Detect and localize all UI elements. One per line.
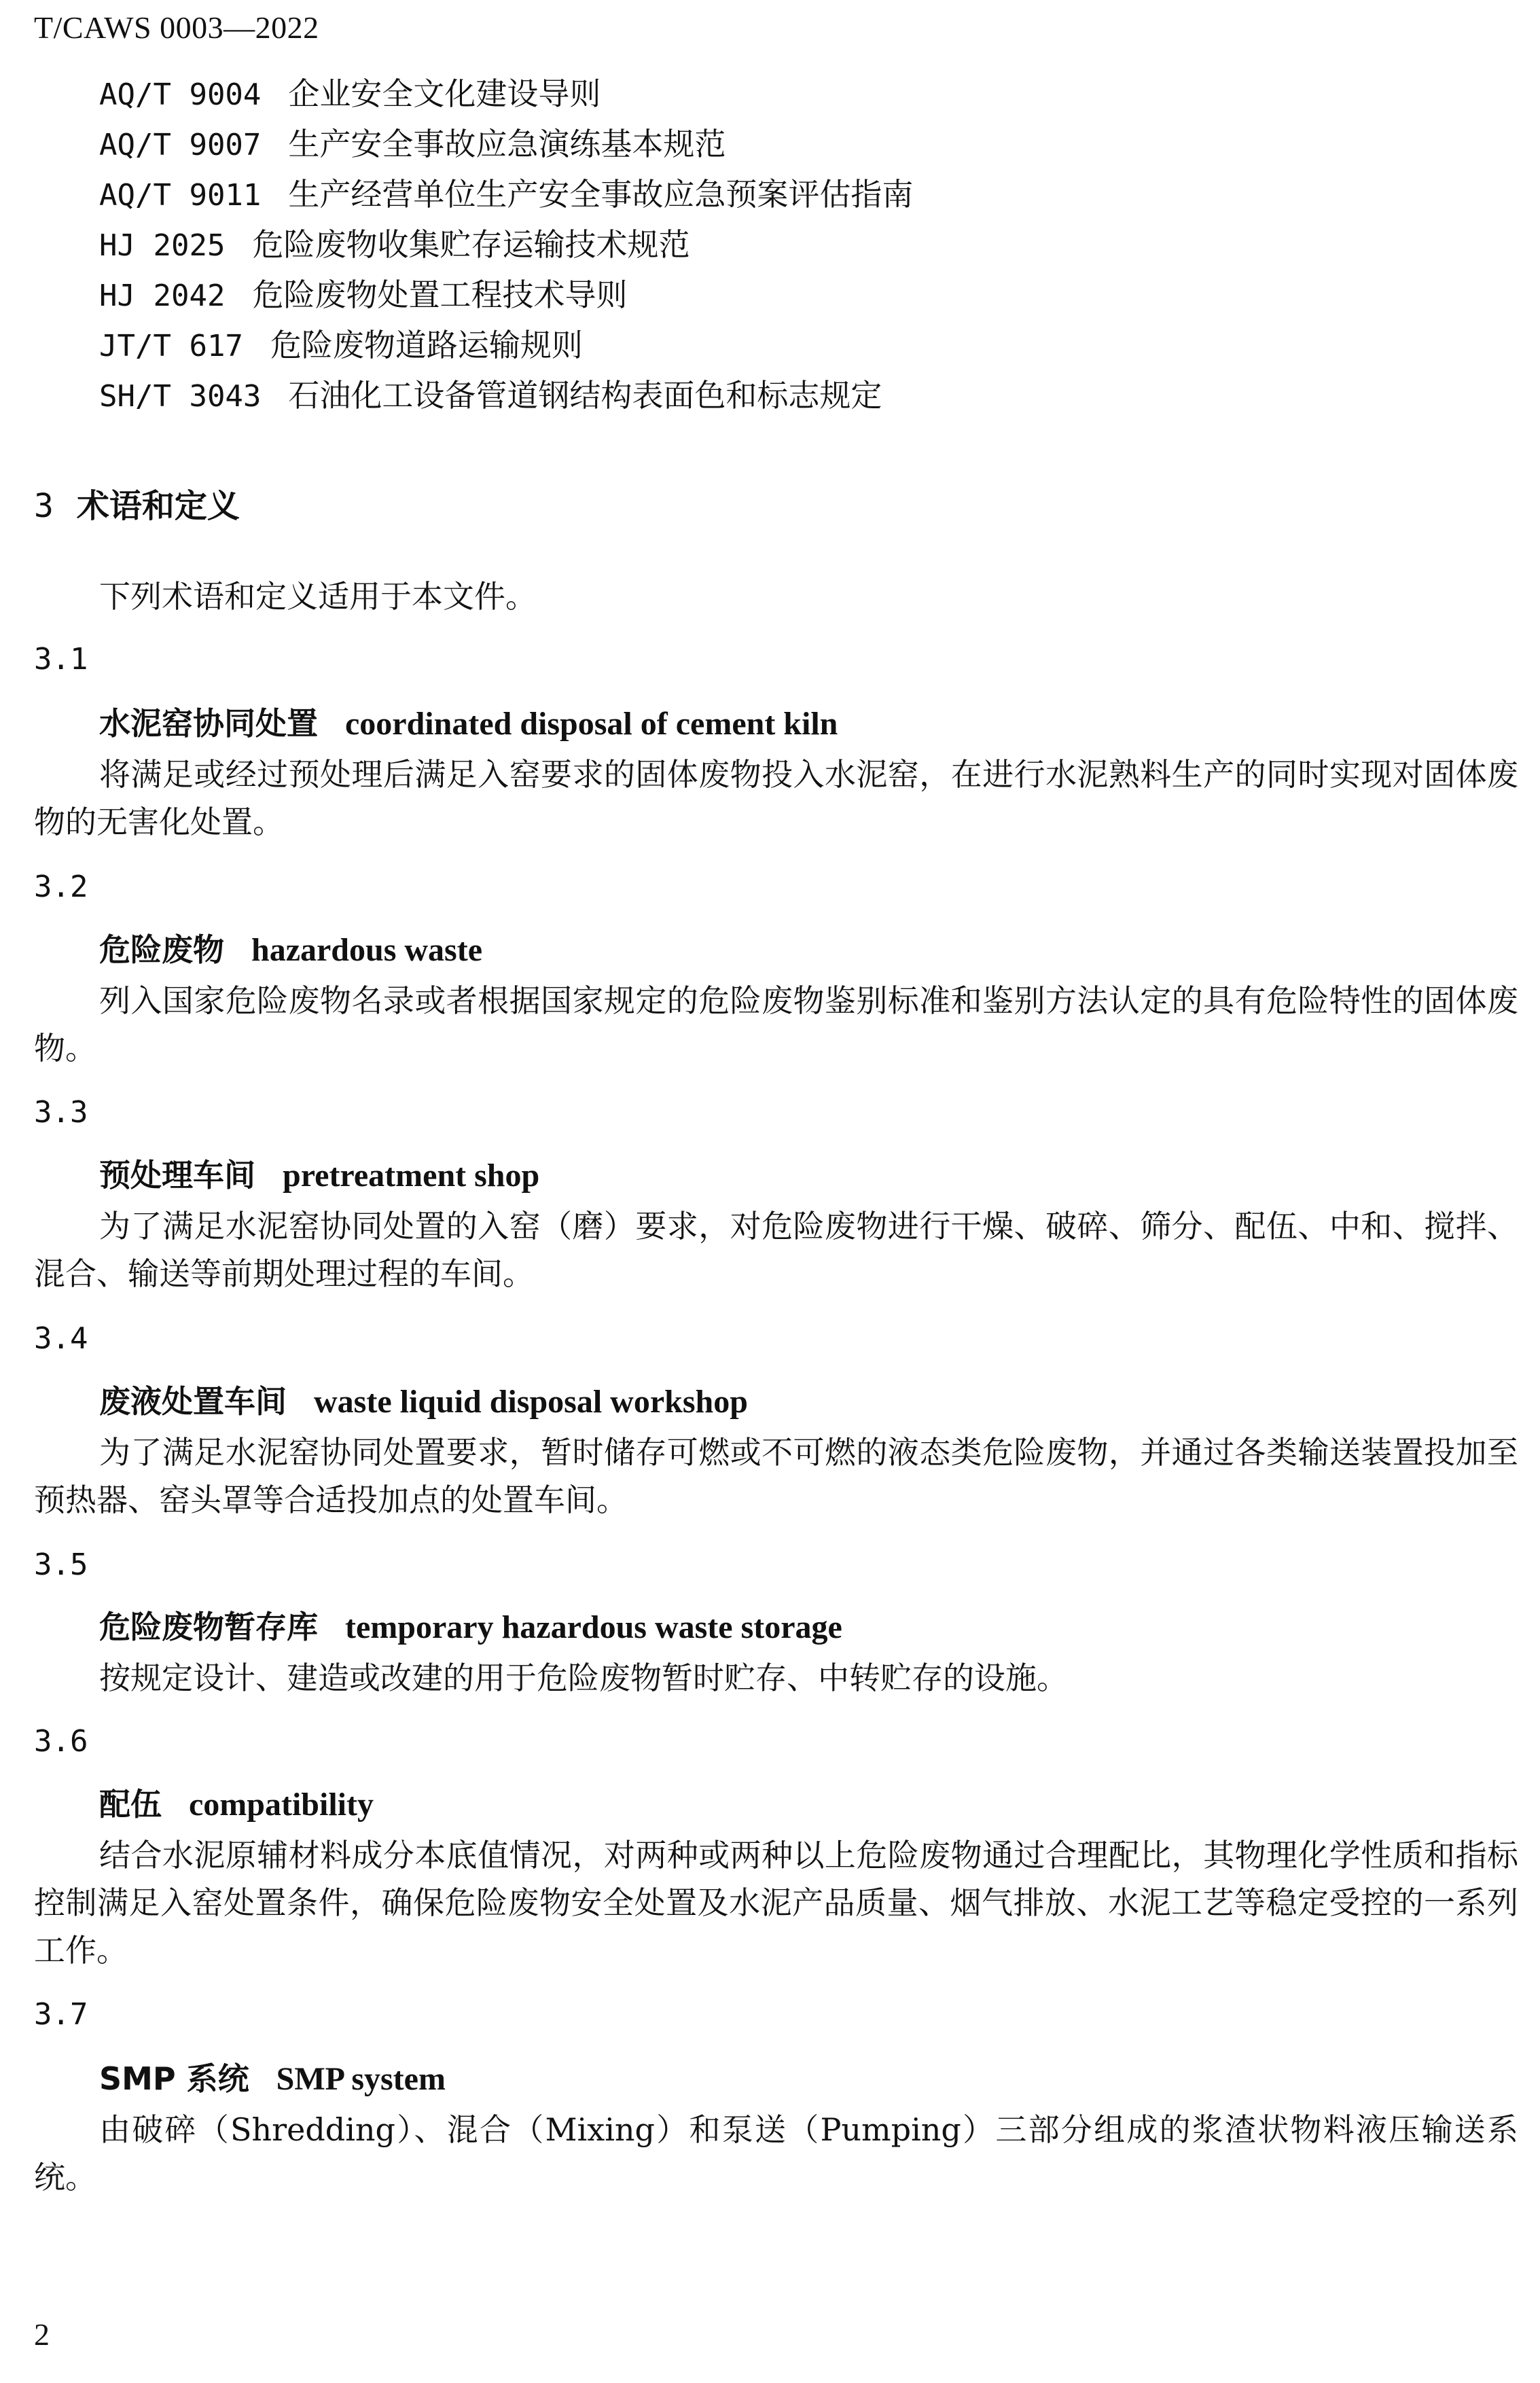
reference-code: HJ 2025 xyxy=(99,228,226,263)
section-intro: 下列术语和定义适用于本文件。 xyxy=(99,578,537,615)
term-definition: 由破碎（Shredding）、混合（Mixing）和泵送（Pumping）三部分组成的浆渣状物料液压输送系统。 xyxy=(34,2111,1518,2196)
term-number: 3.1 xyxy=(34,642,88,677)
term-title-en: SMP system xyxy=(276,2061,446,2097)
term-title xyxy=(99,703,838,745)
reference-title: 企业安全文化建设导则 xyxy=(288,75,601,112)
term-title-en: hazardous waste xyxy=(251,932,483,968)
standard-code-header: T/CAWS 0003—2022 xyxy=(34,10,319,45)
term-definition: 结合水泥原辅材料成分本底值情况，对两种或两种以上危险废物通过合理配比，其物理化学性质和指标控制满足入窑处置条件，确保危险废物安全处置及水泥产品质量、烟气排放、水泥工艺等稳定受控的一系列工作。 xyxy=(34,1837,1518,1969)
reference-title: 生产安全事故应急演练基本规范 xyxy=(288,126,726,162)
term-definition: 将满足或经过预处理后满足入窑要求的固体废物投入水泥窑，在进行水泥熟料生产的同时实现对固体废物的无害化处置。 xyxy=(34,756,1518,840)
term-definition: 按规定设计、建造或改建的用于危险废物暂时贮存、中转贮存的设施。 xyxy=(99,1660,1068,1696)
reference-title: 危险废物道路运输规则 xyxy=(270,327,583,363)
section-number: 3 xyxy=(34,487,54,525)
term-title-zh: 危险废物 xyxy=(99,931,224,968)
term-title-zh: 水泥窑协同处置 xyxy=(99,705,318,742)
reference-code: SH/T 3043 xyxy=(99,379,262,414)
reference-code: HJ 2042 xyxy=(99,279,226,313)
term-title-zh: SMP 系统 xyxy=(99,2060,249,2097)
term-title-en: temporary hazardous waste storage xyxy=(345,1609,842,1645)
term-title-zh: 危险废物暂存库 xyxy=(99,1609,318,1645)
term-title xyxy=(99,929,482,971)
term-title xyxy=(99,1784,374,1825)
term-number: 3.2 xyxy=(34,870,88,904)
term-number: 3.4 xyxy=(34,1321,88,1356)
reference-item xyxy=(99,124,726,166)
reference-item xyxy=(99,73,601,115)
reference-code: AQ/T 9004 xyxy=(99,77,262,112)
term-title-zh: 配伍 xyxy=(99,1786,162,1823)
reference-item xyxy=(99,174,913,216)
term-definition: 为了满足水泥窑协同处置要求，暂时储存可燃或不可燃的液态类危险废物，并通过各类输送装置投加至预热器、窑头罩等合适投加点的处置车间。 xyxy=(34,1434,1518,1518)
term-number: 3.3 xyxy=(34,1095,88,1130)
reference-title: 生产经营单位生产安全事故应急预案评估指南 xyxy=(288,176,914,213)
term-definition: 列入国家危险废物名录或者根据国家规定的危险废物鉴别标准和鉴别方法认定的具有危险特性的固体废物。 xyxy=(34,982,1518,1067)
term-title-zh: 预处理车间 xyxy=(99,1157,255,1194)
reference-code: AQ/T 9007 xyxy=(99,128,262,162)
term-number: 3.7 xyxy=(34,1997,88,2032)
term-title xyxy=(99,1155,539,1196)
term-title xyxy=(99,1381,748,1422)
term-title xyxy=(99,2058,446,2100)
term-title-en: waste liquid disposal workshop xyxy=(314,1384,748,1420)
reference-title: 危险废物收集贮存运输技术规范 xyxy=(252,226,690,263)
reference-item xyxy=(99,325,583,367)
term-number: 3.5 xyxy=(34,1547,88,1582)
term-title-en: compatibility xyxy=(189,1787,374,1823)
term-number: 3.6 xyxy=(34,1724,88,1759)
term-title-en: coordinated disposal of cement kiln xyxy=(345,706,838,742)
reference-title: 危险废物处置工程技术导则 xyxy=(252,276,628,313)
term-title-en: pretreatment shop xyxy=(283,1158,540,1194)
reference-item xyxy=(99,375,882,417)
reference-item xyxy=(99,224,690,266)
section-heading xyxy=(34,480,240,526)
reference-item xyxy=(99,274,627,317)
term-title xyxy=(99,1607,842,1648)
term-title-zh: 废液处置车间 xyxy=(99,1383,287,1420)
section-title: 术语和定义 xyxy=(76,487,240,525)
reference-title: 石油化工设备管道钢结构表面色和标志规定 xyxy=(288,377,882,414)
term-definition: 为了满足水泥窑协同处置的入窑（磨）要求，对危险废物进行干燥、破碎、筛分、配伍、中和、搅拌、混合、输送等前期处理过程的车间。 xyxy=(34,1208,1518,1292)
page-number: 2 xyxy=(34,2317,50,2352)
reference-code: AQ/T 9011 xyxy=(99,178,262,213)
reference-code: JT/T 617 xyxy=(99,329,243,363)
